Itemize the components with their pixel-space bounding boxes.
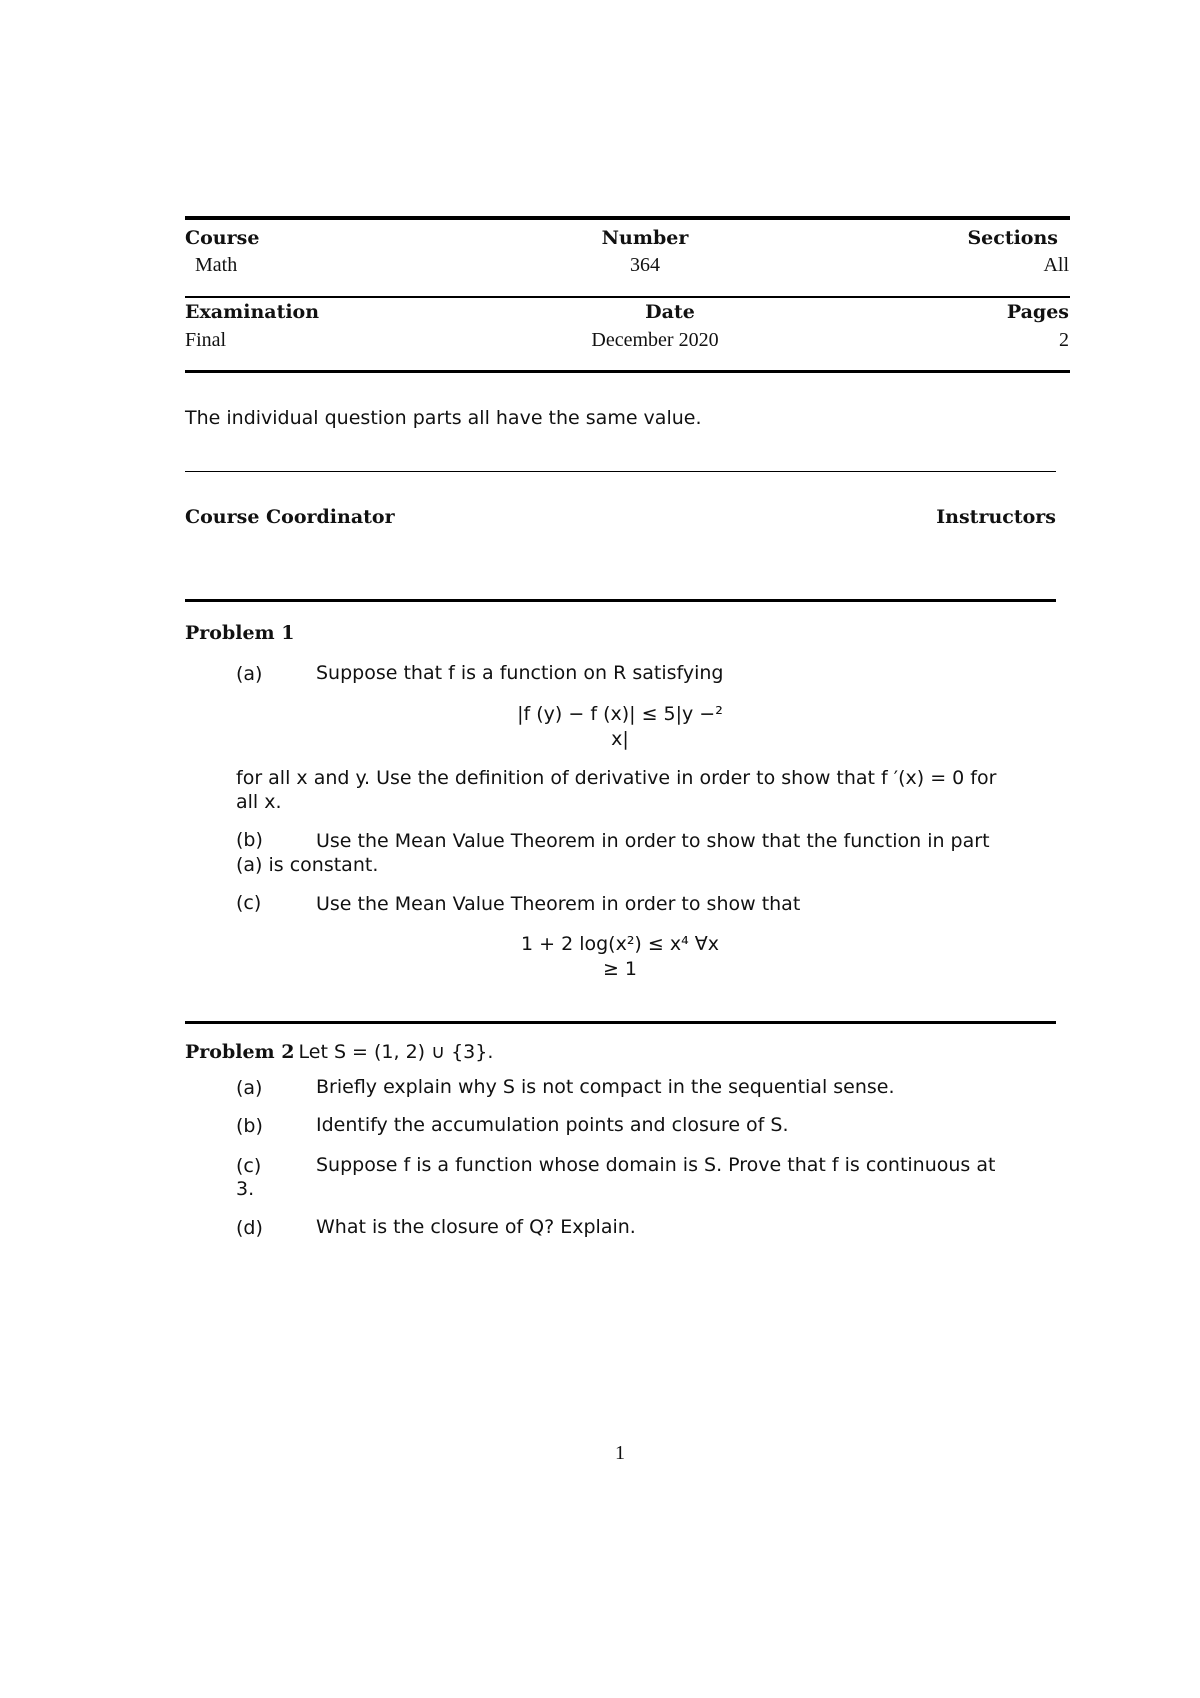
problem1-title: Problem 1 xyxy=(185,622,295,644)
number-value: 364 xyxy=(630,254,660,276)
number-label: Number xyxy=(601,227,689,249)
problem2-b-text: Identify the accumulation points and closure of S. xyxy=(316,1114,789,1136)
problem1-a-math-line1: |f (y) − f (x)| ≤ 5|y −² xyxy=(517,703,723,725)
problem2-b-label: (b) xyxy=(236,1115,263,1137)
problem1-c-label: (c) xyxy=(236,892,262,914)
sections-value: All xyxy=(1043,254,1069,276)
coordinator-label: Course Coordinator xyxy=(185,506,395,528)
middle-rule xyxy=(185,296,1070,298)
signature-top-rule xyxy=(185,471,1056,472)
problem2-intro: Let S = (1, 2) ∪ {3}. xyxy=(298,1041,494,1063)
problem1-c-math-line1: 1 + 2 log(x²) ≤ x⁴ ∀x xyxy=(520,933,719,955)
exam-label: Examination xyxy=(185,301,320,323)
sections-label: Sections xyxy=(967,227,1058,249)
problem1-b-label: (b) xyxy=(236,829,263,851)
problem2-c-continuation: 3. xyxy=(236,1178,255,1200)
problem2-d-label: (d) xyxy=(236,1217,263,1239)
problem2-c-label: (c) xyxy=(236,1155,262,1177)
problem2-a-text: Briefly explain why S is not compact in the sequential sense. xyxy=(316,1076,895,1098)
problem1-a-continuation2: all x. xyxy=(236,791,282,813)
problem1-a-text: Suppose that f is a function on R satisfying xyxy=(316,662,724,684)
problem1-c-text: Use the Mean Value Theorem in order to show that xyxy=(316,893,801,915)
instructors-label: Instructors xyxy=(936,506,1056,528)
problem1-rule xyxy=(185,599,1056,602)
intro-text: The individual question parts all have the same value. xyxy=(185,407,702,429)
top-rule xyxy=(185,216,1070,220)
problem1-a-math-line2: x| xyxy=(611,728,629,750)
problem2-d-text: What is the closure of Q? Explain. xyxy=(316,1216,636,1238)
problem2-c-text: Suppose f is a function whose domain is S. Prove that f is continuous at xyxy=(316,1154,996,1176)
problem2-a-label: (a) xyxy=(236,1077,263,1099)
date-value: December 2020 xyxy=(591,329,719,351)
problem1-a-continuation: for all x and y. Use the definition of derivative in order to show that f ′(x) = 0 for xyxy=(236,767,997,789)
pages-label: Pages xyxy=(1006,301,1069,323)
problem1-b-continuation: (a) is constant. xyxy=(236,854,379,876)
date-label: Date xyxy=(645,301,695,323)
course-value: Math xyxy=(195,254,238,276)
header-bottom-rule xyxy=(185,370,1070,373)
pages-value: 2 xyxy=(1059,329,1069,351)
problem1-a-label: (a) xyxy=(236,663,263,685)
problem1-b-text: Use the Mean Value Theorem in order to show that the function in part xyxy=(316,830,990,852)
problem2-heading xyxy=(185,1040,493,1064)
page-number: 1 xyxy=(615,1442,625,1464)
exam-value: Final xyxy=(185,329,227,351)
problem2-title: Problem 2 xyxy=(185,1041,295,1063)
problem2-rule xyxy=(185,1021,1056,1024)
problem1-c-math-line2: ≥ 1 xyxy=(602,958,638,980)
course-label: Course xyxy=(185,227,260,249)
